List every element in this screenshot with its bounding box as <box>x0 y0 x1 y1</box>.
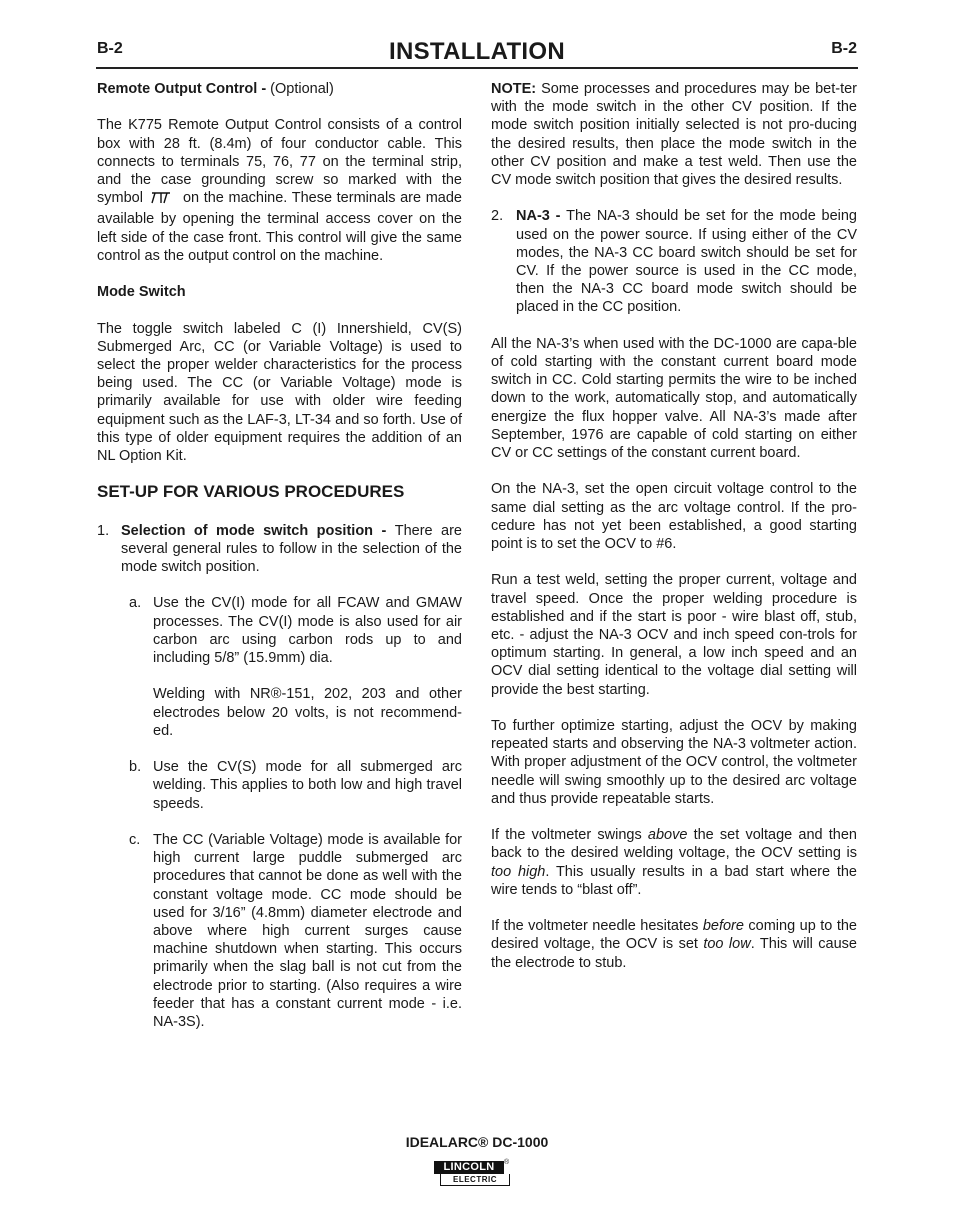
test-weld-paragraph: Run a test weld, setting the proper current, voltage and travel speed. Once the proper welding procedure is established and if the start is poor - wire blast off, stub, etc. - adjust the NA-3 OCV and inch speed con-trols for optimum starting. In general, a low inch speed and an OCV dial setting identical to the voltage dial setting will provide the best starting. <box>491 572 857 698</box>
list-marker-a: a. <box>129 595 142 612</box>
above-paragraph <box>491 826 857 899</box>
list-item-a <box>97 594 462 667</box>
item-b-text: Use the CV(S) mode for all submerged arc welding. This applies to both low and high travel speeds. <box>153 759 462 812</box>
before-text-2: coming up to the desired voltage, the OCV is set <box>491 918 857 953</box>
item-c-text: The CC (Variable Voltage) mode is available for high current large puddle submerged arc procedures that cannot be done as well with the constant voltage mode. CC mode should be used for 3/16” (4.8mm) diameter electrode and above where high current surges cause machine shutdown when starting. This occurs primarily when the slag ball is not cut from the electrode prior to starting. (Also requires a wire feeder that has a constant current mode - i.e. NA-3S). <box>153 832 462 1031</box>
too-high-emphasis: too high <box>491 863 546 880</box>
list-item-1 <box>97 522 462 577</box>
setup-heading: SET-UP FOR VARIOUS PROCEDURES <box>97 482 405 502</box>
optimize-paragraph: To further optimize starting, adjust the OCV by making repeated starts and observing the NA-3 voltmeter action. With proper adjustment of the OCV control, the voltmeter needle will swing smoothly up to the desired arc voltage and thus provide repeatable starts. <box>491 718 857 807</box>
above-text-2: the set voltage and then back to the desired welding voltage, the OCV setting is <box>491 827 857 862</box>
remote-heading-optional: (Optional) <box>270 81 334 97</box>
note-label: NOTE: <box>491 81 537 97</box>
above-text-3: . This usually results in a bad start where the wire tends to “blast off”. <box>491 863 857 898</box>
ground-symbol-icon <box>149 191 177 210</box>
header-rule <box>96 67 858 69</box>
remote-text-before: The K775 Remote Output Control consists of a control box with 28 ft. (8.4m) of four conductor cable. This connects to terminals 75, 76, 77 on the terminal strip, and the case grounding screw so marked with the symbol <box>97 117 462 207</box>
logo-registered-mark: ® <box>504 1159 510 1166</box>
above-text-1: If the voltmeter swings <box>491 827 648 844</box>
above-emphasis: above <box>647 827 688 844</box>
note-text: Some processes and procedures may be bet-ter with the mode switch in the other CV position. If the mode switch position initially selected is not pro-ducing the desired results, then place the mode switch in the other CV position and make a test weld. Then use the CV mode switch position that gives the desired results. <box>491 81 857 189</box>
right-column <box>491 80 857 990</box>
list-marker-b: b. <box>129 759 142 776</box>
item2-text: The NA-3 should be set for the mode being used on the power source. If using either of the CV modes, the NA-3 CC board switch should be set for CV. If the power source is used in the CC mode, then the NA-3 CC board mode switch should be placed in the CC position. <box>516 208 857 316</box>
lincoln-electric-logo <box>434 1161 510 1187</box>
remote-output-heading <box>97 80 462 98</box>
logo-top-text: LINCOLN <box>434 1161 504 1174</box>
page-number-right: B-2 <box>831 40 857 57</box>
before-paragraph <box>491 917 857 972</box>
item1-text: There are several general rules to follow in the selection of the mode switch position. <box>121 522 462 576</box>
page-number-left: B-2 <box>97 40 123 57</box>
too-low-emphasis: too low <box>703 936 751 953</box>
item-a-text2: Welding with NR®-151, 202, 203 and other electrodes below 20 volts, is not recommend-ed. <box>153 686 462 739</box>
page-title: INSTALLATION <box>388 38 566 65</box>
item1-bold: Selection of mode switch position - <box>121 522 395 539</box>
list-marker-1: 1. <box>97 522 110 539</box>
item2-bold: NA-3 - <box>516 208 567 225</box>
footer-model-name: IDEALARC® DC-1000 <box>405 1134 549 1150</box>
na3-paragraph: All the NA-3’s when used with the DC-1000 are capa-ble of cold starting with the constant current board mode switch in CC. Cold starting permits the wire to be inched down to the work, automatically stop, and automatically energize the flux hopper valve. All NA-3’s made after September, 1976 are capable of cold starting on either CV or CC settings of the constant current board. <box>491 335 857 462</box>
mode-switch-paragraph: The toggle switch labeled C (I) Innershield, CV(S) Submerged Arc, CC (or Variable Voltage) is used to select the proper welder characteristics for the process being used. The CC (or Variable Voltage) mode is primarily available for use with older wire feeding equipment such as the LAF-3, LT-34 and so forth. Use of this type of older equipment requires the addition of an NL Option Kit. <box>97 320 462 465</box>
remote-heading-bold: Remote Output Control - <box>97 81 271 97</box>
list-marker-c: c. <box>129 832 141 848</box>
logo-bottom-text: ELECTRIC <box>440 1174 510 1186</box>
list-marker-2: 2. <box>491 208 504 225</box>
before-text-1: If the voltmeter needle hesitates <box>491 918 703 935</box>
remote-output-paragraph <box>97 116 462 265</box>
list-item-2 <box>491 207 857 316</box>
ocv-paragraph: On the NA-3, set the open circuit voltage control to the same dial setting as the arc voltage control. If the pro-cedure has not yet been established, a good starting point is to set the OCV to #6. <box>491 481 857 553</box>
list-item-c <box>97 831 462 1031</box>
item-a-text: Use the CV(I) mode for all FCAW and GMAW processes. The CV(I) mode is also used for air carbon arc using carbon rods up to and including 5/8” (15.9mm) dia. <box>153 595 462 667</box>
before-emphasis: before <box>702 918 744 935</box>
left-column <box>97 80 462 1049</box>
remote-text-after: on the machine. These terminals are made available by opening the terminal access cover on the left side of the case front. This control will give the same control as the output control on the machine. <box>97 190 462 264</box>
before-text-3: . This will cause the electrode to stub. <box>491 936 857 971</box>
note-paragraph <box>491 80 857 189</box>
mode-switch-heading: Mode Switch <box>97 284 186 301</box>
list-item-b <box>97 758 462 813</box>
